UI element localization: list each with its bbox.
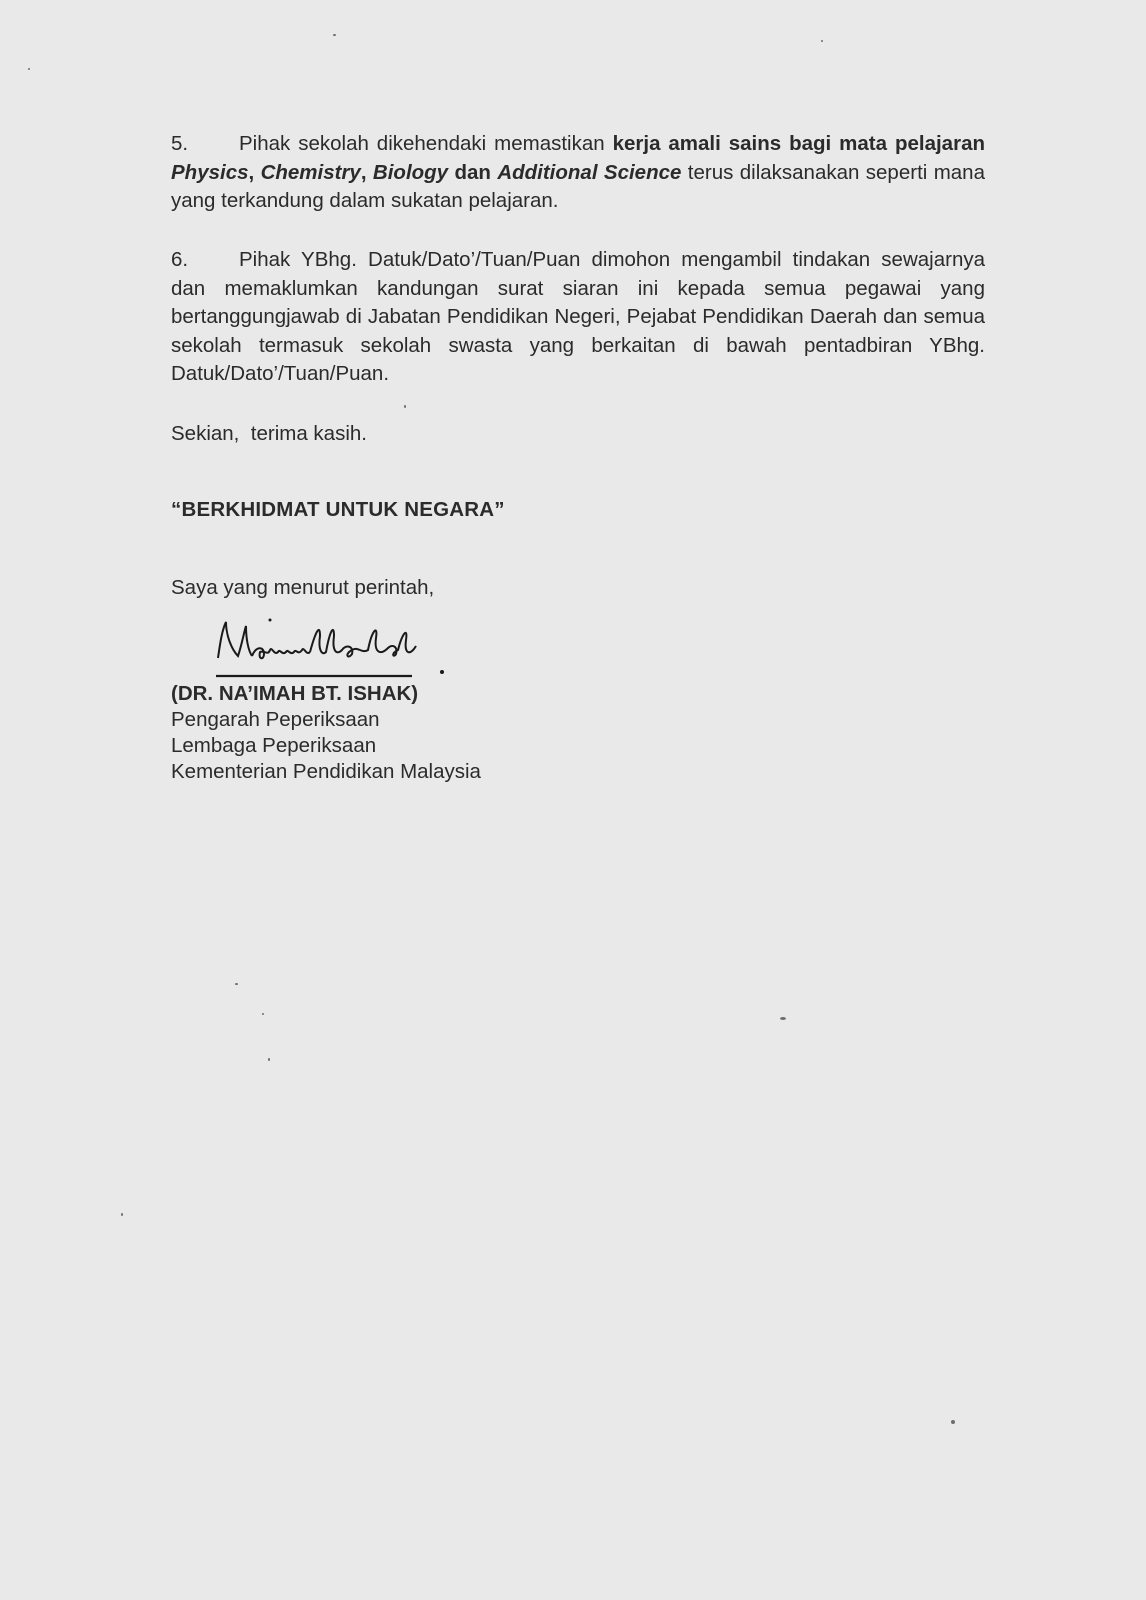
signatory-title: Pengarah Peperiksaan [171,708,380,731]
scan-speck [28,68,30,70]
paragraph-text: Pihak YBhg. Datuk/Dato’/Tuan/Puan dimohon mengambil tindakan sewajarnya dan memaklumkan kandungan surat siaran ini kepada semua pegawai yang bertanggungjawab di Jabatan Pendidikan Negeri, Pejabat Pendidikan Daerah dan semua sekolah termasuk sekolah swasta yang berkaitan di bawah pentadbiran YBhg. Datuk/Dato’/Tuan/Puan. [171,248,985,385]
scan-speck [951,1420,955,1424]
paragraph-number: 6. [171,248,189,271]
scan-speck [821,40,823,42]
subject-biology: Biology [372,160,449,184]
paragraph-number: 5. [171,132,189,155]
scan-speck [780,1017,786,1020]
signatory-department: Lembaga Peperiksaan [171,734,377,757]
bold-phrase: kerja amali sains bagi mata pelajaran [612,132,985,155]
scan-speck [262,1013,264,1015]
paragraph-6 [171,246,985,389]
signatory-ministry: Kementerian Pendidikan Malaysia [171,760,481,783]
motto: “BERKHIDMAT UNTUK NEGARA” [171,498,505,521]
paragraph-text: Pihak sekolah dikehendaki memastikan [239,132,613,155]
scan-speck [268,1058,270,1061]
comma: , [248,160,261,184]
scan-speck [121,1213,123,1216]
handwritten-signature [212,616,452,680]
scan-speck [333,34,336,36]
paragraph-5 [171,130,985,216]
closing-line: Sekian, terima kasih. [171,422,367,445]
signatory-name: (DR. NA’IMAH BT. ISHAK) [171,682,419,705]
order-line: Saya yang menurut perintah, [171,576,435,599]
scan-speck [235,983,238,985]
subject-additional-science: Additional Science [497,160,682,184]
comma: , [360,160,373,184]
subject-physics: Physics [171,160,249,184]
subject-chemistry: Chemistry [260,160,361,184]
paragraph-text: terus dilaksanakan seperti mana yang terkandung dalam sukatan pelajaran. [171,160,985,212]
conjunction: dan [448,160,498,184]
scan-speck [404,405,406,408]
